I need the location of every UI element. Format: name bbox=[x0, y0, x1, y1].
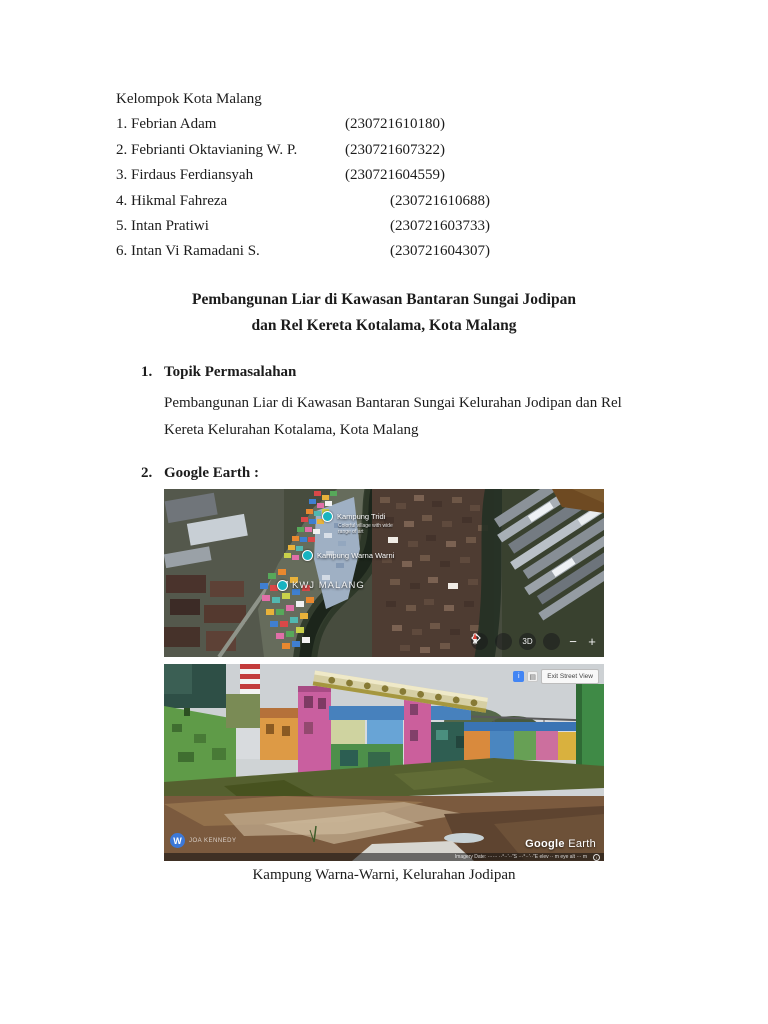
group-title bbox=[116, 87, 636, 112]
member-id: (230721603733) bbox=[390, 217, 490, 234]
member-name: 4. Hikmal Fahreza bbox=[116, 192, 228, 209]
street-view-scene bbox=[164, 664, 604, 861]
photo-contributor[interactable] bbox=[170, 833, 237, 848]
member-name: 2. Febrianti Oktavianing W. P. bbox=[116, 141, 298, 158]
street-view-image bbox=[164, 664, 604, 861]
document-title-line2: dan Rel Kereta Kotalama, Kota Malang bbox=[251, 317, 517, 334]
place-pin-icon bbox=[302, 550, 313, 561]
map-pin-kwj-malang[interactable] bbox=[277, 580, 365, 591]
member-name: 6. Intan Vi Ramadani S. bbox=[116, 243, 260, 260]
compass-icon[interactable] bbox=[543, 633, 560, 650]
zoom-in-button[interactable]: + bbox=[588, 634, 596, 649]
zoom-out-button[interactable]: − bbox=[569, 634, 577, 649]
3d-mode-button[interactable]: 3D bbox=[519, 633, 536, 650]
section1-number: 1. bbox=[141, 364, 153, 380]
place-pin-icon bbox=[322, 511, 333, 522]
contributor-avatar: W bbox=[170, 833, 185, 848]
member-id: (230721604307) bbox=[390, 243, 490, 260]
section2-heading-text: Google Earth : bbox=[164, 465, 259, 481]
group-title-text: Kelompok Kota Malang bbox=[116, 91, 262, 107]
info-circle-icon[interactable]: i bbox=[593, 854, 600, 861]
pin-sublabel: Colorful village with wide range of art bbox=[338, 523, 393, 535]
imagery-status-text: Imagery Date: ······ ··°··'··"S ···°··'··"E elev ·· m eye alt ··· m bbox=[454, 854, 587, 860]
layers-icon[interactable]: ▤ bbox=[527, 671, 538, 682]
watermark-google: Google bbox=[525, 838, 565, 850]
google-earth-satellite-image bbox=[164, 489, 604, 657]
document-title-line1: Pembangunan Liar di Kawasan Bantaran Sungai Jodipan bbox=[192, 291, 576, 308]
member-id: (230721610180) bbox=[345, 116, 445, 133]
pin-label: KWJ MALANG bbox=[292, 580, 365, 591]
orbit-icon[interactable] bbox=[495, 633, 512, 650]
map-pin-kampung-warna-warni[interactable] bbox=[302, 550, 394, 561]
member-row bbox=[116, 163, 636, 188]
map-pin-kampung-tridi[interactable] bbox=[322, 511, 393, 535]
section1-body: Pembangunan Liar di Kawasan Bantaran Sungai Kelurahan Jodipan dan Rel Kereta Kelurahan Kotalama, Kota Malang bbox=[164, 395, 622, 438]
street-view-statusbar bbox=[164, 853, 604, 861]
image-caption: Kampung Warna-Warni, Kelurahan Jodipan bbox=[252, 867, 516, 883]
member-row bbox=[116, 138, 636, 163]
exit-street-view-button[interactable]: Exit Street View bbox=[541, 669, 599, 684]
google-earth-controls bbox=[471, 633, 598, 650]
member-id: (230721604559) bbox=[345, 167, 445, 184]
section2-heading bbox=[141, 464, 661, 482]
member-row bbox=[116, 112, 636, 137]
member-name: 5. Intan Pratiwi bbox=[116, 217, 209, 234]
member-name: 1. Febrian Adam bbox=[116, 116, 217, 133]
section1-heading-text: Topik Permasalahan bbox=[164, 364, 297, 380]
member-row bbox=[116, 214, 636, 239]
member-list bbox=[116, 87, 636, 265]
google-earth-watermark bbox=[525, 838, 596, 850]
member-row bbox=[116, 239, 636, 264]
member-row bbox=[116, 189, 636, 214]
street-view-topbar bbox=[513, 669, 599, 684]
pin-label: Kampung Warna Warni bbox=[317, 551, 395, 560]
section-google-earth bbox=[141, 464, 661, 482]
watermark-earth: Earth bbox=[568, 838, 596, 850]
photo-info-icon[interactable]: i bbox=[513, 671, 524, 682]
section-topik-permasalahan bbox=[141, 363, 661, 444]
member-id: (230721610688) bbox=[390, 192, 490, 209]
section2-number: 2. bbox=[141, 465, 153, 481]
contributor-name: JOA KENNEDY bbox=[189, 837, 237, 844]
member-name: 3. Firdaus Ferdiansyah bbox=[116, 167, 254, 184]
member-id: (230721607322) bbox=[345, 141, 445, 158]
pin-label: Kampung Tridi bbox=[337, 512, 386, 521]
section1-heading bbox=[141, 363, 661, 381]
place-pin-icon bbox=[277, 580, 288, 591]
document-title bbox=[0, 287, 768, 339]
